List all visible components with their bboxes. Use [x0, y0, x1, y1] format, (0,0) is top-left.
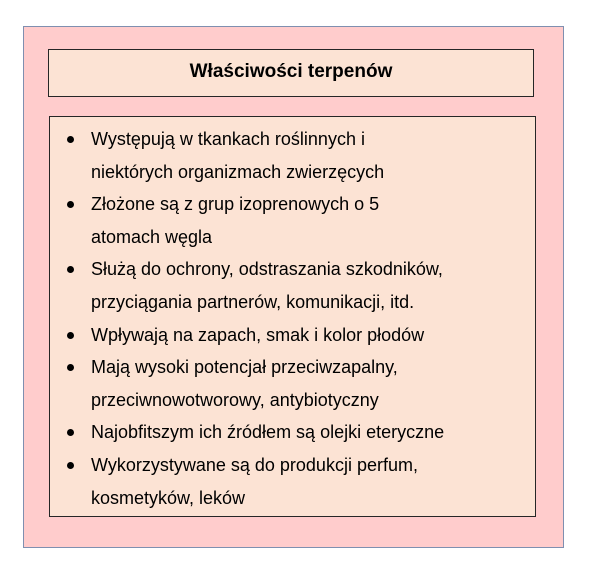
properties-box [49, 116, 536, 517]
list-item [50, 253, 535, 318]
bullet-icon [67, 136, 74, 143]
list-item-line: Wpływają na zapach, smak i kolor płodów [91, 324, 425, 345]
list-item-line: Służą do ochrony, odstraszania szkodników, [91, 259, 443, 280]
list-item-line: Najobfitszym ich źródłem są olejki eteryczne [91, 422, 445, 443]
list-item [50, 449, 535, 514]
properties-list [50, 123, 535, 514]
bullet-icon [67, 462, 74, 469]
title-box [48, 49, 534, 97]
list-item [50, 416, 535, 449]
bullet-icon [67, 332, 74, 339]
bullet-icon [67, 429, 74, 436]
list-item-line: Występują w tkankach roślinnych i [91, 129, 365, 149]
list-item-line: przeciwnowotworowy, antybiotyczny [91, 389, 379, 410]
bullet-icon [67, 364, 74, 371]
list-item-line: przyciągania partnerów, komunikacji, itd. [91, 291, 415, 312]
list-item [50, 319, 535, 352]
diagram-title: Właściwości terpenów [189, 61, 393, 82]
list-item-line: Wykorzystywane są do produkcji perfum, [91, 454, 418, 475]
list-item-line: Mają wysoki potencjał przeciwzapalny, [91, 357, 398, 378]
list-item-line: kosmetyków, leków [91, 487, 246, 508]
list-item-line: niektórych organizmach zwierzęcych [91, 161, 385, 182]
bullet-icon [67, 266, 74, 273]
bullet-icon [67, 201, 74, 208]
list-item [50, 123, 535, 188]
list-item-line: atomach węgla [91, 226, 213, 247]
list-item [50, 351, 535, 416]
list-item [50, 188, 535, 253]
list-item-line: Złożone są z grup izoprenowych o 5 [91, 194, 380, 215]
